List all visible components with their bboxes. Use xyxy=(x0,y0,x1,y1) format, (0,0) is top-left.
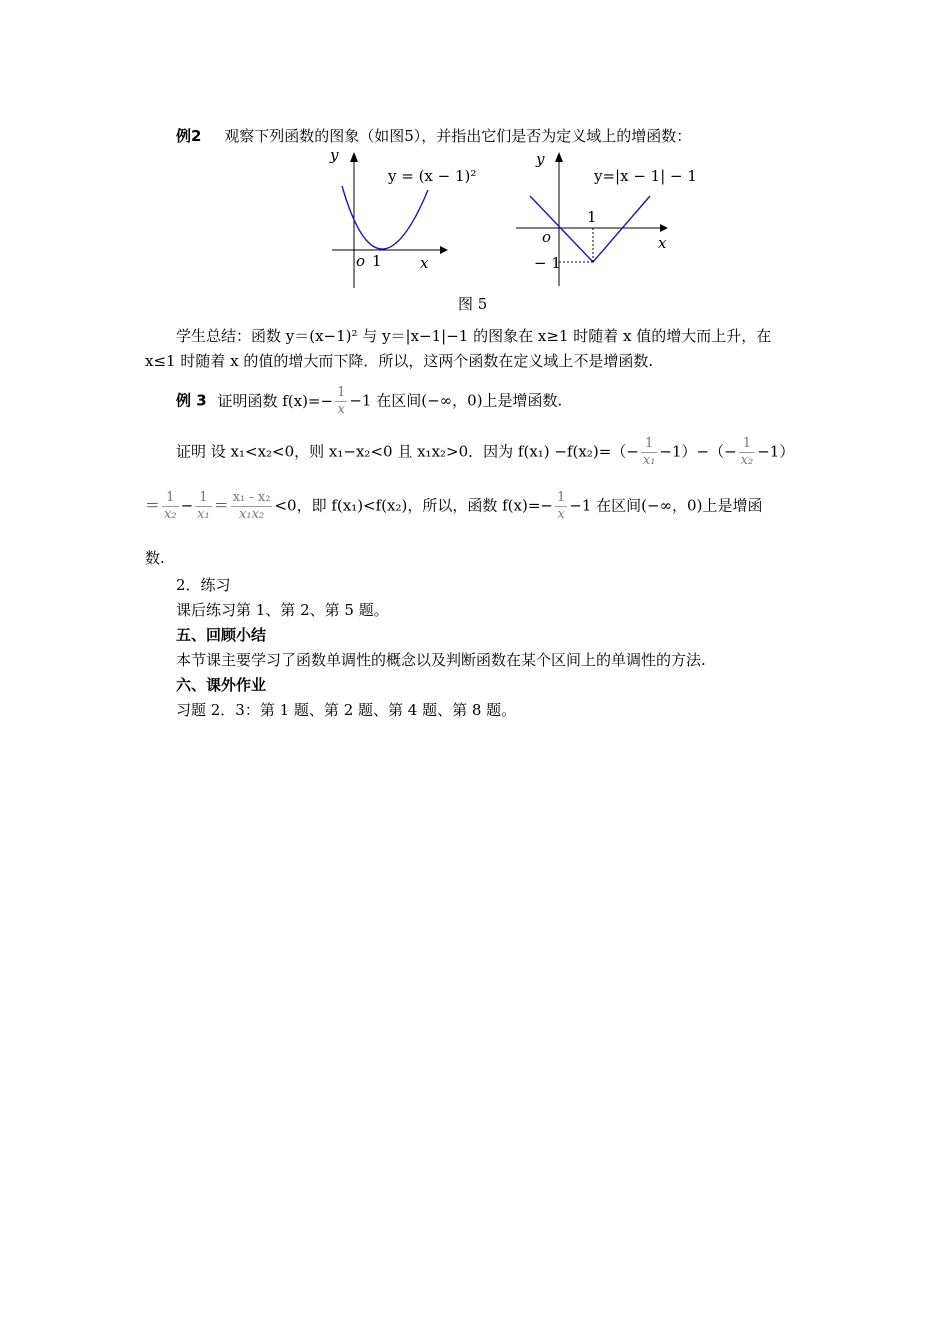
figure-caption: 图 5 xyxy=(458,295,488,313)
summary-line-2: x≤1 时随着 x 的值的增大而下降．所以，这两个函数在定义域上不是增函数. xyxy=(145,352,654,370)
parabola-x-label: x xyxy=(420,254,429,272)
abs-y-label: y xyxy=(536,150,545,168)
proof-fraction-6: $\frac{1}{x}$ xyxy=(556,490,566,522)
abs-tick-x-label: 1 xyxy=(587,208,597,226)
proof-fraction-1: $\frac{1}{\text{x₁}}$ xyxy=(642,436,656,468)
parabola-x-arrow xyxy=(440,246,448,254)
parabola-graph xyxy=(320,140,450,290)
parabola-origin-label: o xyxy=(356,252,366,270)
proof-fraction-2: $\frac{1}{\text{x₂}}$ xyxy=(740,436,754,468)
example2-text: 观察下列函数的图象（如图5），并指出它们是否为定义域上的增函数： xyxy=(224,127,692,145)
parabola-curve xyxy=(342,186,428,249)
abs-y-arrow xyxy=(555,152,563,162)
parabola-y-label: y xyxy=(330,146,339,164)
summary-line-1: 学生总结：函数 y＝(x−1)² 与 y＝|x−1|−1 的图象在 x≥1 时随着 x 值的增大而上升，在 xyxy=(176,327,772,345)
abs-x-arrow xyxy=(660,224,668,232)
proof-fraction-4: $\frac{1}{\text{x₁}}$ xyxy=(197,490,210,522)
parabola-formula: y = (x − 1)² xyxy=(388,167,477,185)
practice-heading: 2．练习 xyxy=(176,576,231,594)
example3-line: 例 3 证明函数 f(x)=− $\frac{1}{x}$ −1 在区间(−∞，0)上是增函数. xyxy=(176,385,563,417)
parabola-y-arrow xyxy=(350,152,358,162)
proof-line-3: 数. xyxy=(145,549,165,567)
practice-text: 课后练习第 1、第 2、第 5 题。 xyxy=(176,601,389,619)
abs-formula: y=|x − 1| − 1 xyxy=(594,167,697,185)
proof-fraction-5: $\frac{\text{x₁ - x₂}}{\text{x₁x₂}}$ xyxy=(232,490,271,522)
proof-line-1: 证明 设 x₁<x₂<0，则 x₁−x₂<0 且 x₁x₂>0．因为 f(x₁) −f(x₂)=（− $\frac{1}{\text{x₁}}$ −1）−（− $\frac{1}{\text{x₂}}$ −1） xyxy=(176,436,795,468)
abs-tick-y-label: − 1 xyxy=(534,254,561,272)
abs-x-label: x xyxy=(658,234,667,252)
proof-fraction-3: $\frac{1}{\text{x₂}}$ xyxy=(164,490,177,522)
review-text: 本节课主要学习了函数单调性的概念以及判断函数在某个区间上的单调性的方法. xyxy=(176,651,706,669)
example3-label: 例 3 xyxy=(176,391,207,410)
review-heading: 五、回顾小结 xyxy=(176,626,267,644)
abs-origin-label: o xyxy=(542,228,552,246)
proof-line-2: ＝ $\frac{1}{\text{x₂}}$ − $\frac{1}{\text{x₁}}$ ＝ $\frac{\text{x₁ - x₂}}{\text{x₁x₂}}$ <0，即 f(x₁)<f(x₂)，所以，函数 f(x)=− $\frac{1}{x}$ −1 在区间(−∞，0)上是增函 xyxy=(145,490,763,522)
homework-text: 习题 2．3：第 1 题、第 2 题、第 4 题、第 8 题。 xyxy=(176,701,517,719)
example2-label: 例2 xyxy=(176,127,202,145)
parabola-tick-label: 1 xyxy=(372,252,382,270)
homework-heading: 六、课外作业 xyxy=(176,676,267,694)
example3-fraction: $\frac{1}{x}$ xyxy=(337,385,346,417)
